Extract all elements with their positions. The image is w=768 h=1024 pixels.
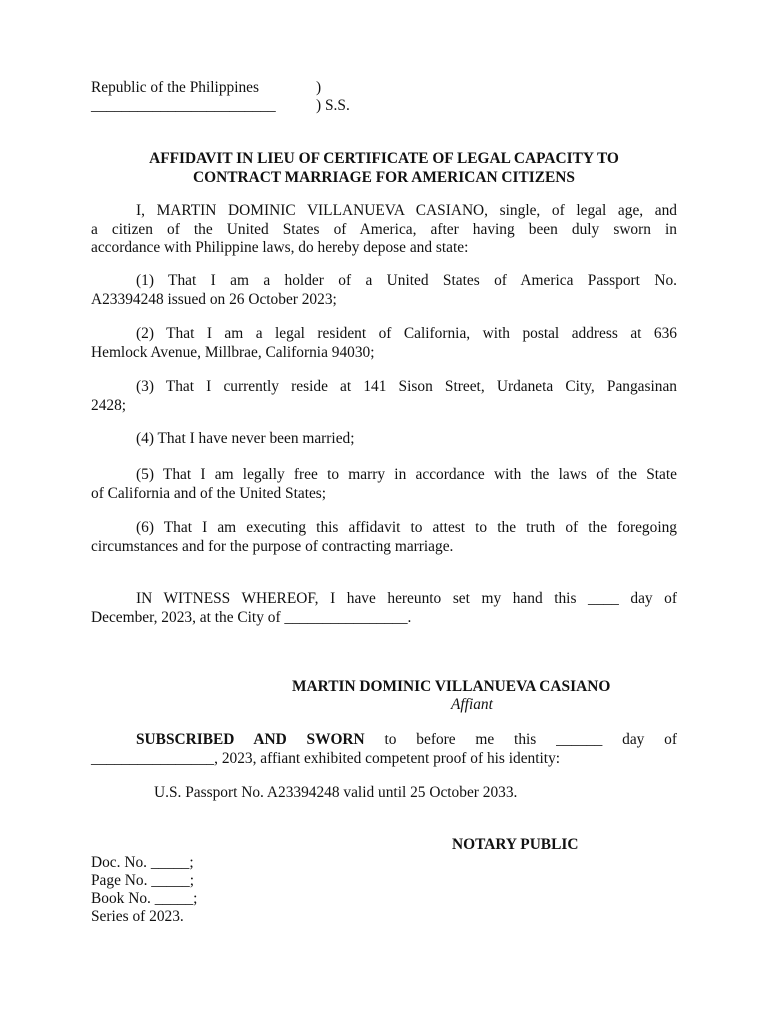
intro-line-2: a citizen of the United States of America, after having been duly sworn in: [91, 220, 677, 238]
venue-paren: ): [316, 79, 322, 96]
intro-paragraph: [91, 202, 677, 258]
statement-4-line-1: (4) That I have never been married;: [136, 430, 355, 447]
series: Series of 2023.: [91, 908, 184, 925]
witness-line-1: IN WITNESS WHEREOF, I have hereunto set my hand this ____ day of: [136, 590, 677, 607]
affiant-role: Affiant: [451, 696, 493, 713]
statement-2-line-1: (2) That I am a legal resident of California, with postal address at 636: [136, 325, 677, 342]
notarial-register: [91, 854, 197, 926]
statement-6-line-2: circumstances and for the purpose of contracting marriage.: [91, 537, 454, 555]
statement-1: [91, 272, 677, 309]
doc-no: Doc. No. _____;: [91, 854, 194, 871]
statement-1-line-2: A23394248 issued on 26 October 2023;: [91, 290, 337, 308]
passport-line: U.S. Passport No. A23394248 valid until 25 October 2033.: [154, 784, 518, 801]
jurat-bold-lead: SUBSCRIBED AND SWORN: [136, 731, 365, 748]
venue-blank-line: ________________________: [91, 97, 276, 114]
witness-line-2: December, 2023, at the City of ________________.: [91, 608, 412, 626]
title-line-1: AFFIDAVIT IN LIEU OF CERTIFICATE OF LEGAL CAPACITY TO: [149, 150, 619, 167]
document-title: [91, 149, 677, 187]
statement-3: [91, 378, 677, 415]
statement-4: [91, 430, 677, 449]
statement-2: [91, 325, 677, 362]
statement-6-line-1: (6) That I am executing this affidavit to attest to the truth of the foregoing: [136, 519, 677, 536]
intro-line-1: I, MARTIN DOMINIC VILLANUEVA CASIANO, single, of legal age, and: [136, 202, 677, 219]
statement-5-line-2: of California and of the United States;: [91, 484, 327, 502]
venue-ss: ) S.S.: [316, 97, 350, 114]
witness-paragraph: [91, 590, 677, 627]
jurat-line-1: [91, 731, 677, 750]
statement-1-line-1: (1) That I am a holder of a United States of America Passport No.: [136, 272, 677, 289]
book-no: Book No. _____;: [91, 890, 198, 907]
affiant-name: MARTIN DOMINIC VILLANUEVA CASIANO: [292, 678, 611, 695]
title-line-2: CONTRACT MARRIAGE FOR AMERICAN CITIZENS: [193, 169, 575, 186]
statement-2-line-2: Hemlock Avenue, Millbrae, California 94030;: [91, 343, 375, 361]
statement-5: [91, 466, 677, 503]
jurat-line-1-rest: to before me this ______ day of: [364, 731, 677, 748]
jurat-line-2: ________________, 2023, affiant exhibited competent proof of his identity:: [91, 749, 561, 767]
intro-line-3: accordance with Philippine laws, do hereby depose and state:: [91, 239, 469, 256]
jurat-paragraph: [91, 731, 677, 768]
statement-3-line-2: 2428;: [91, 396, 127, 414]
page-no: Page No. _____;: [91, 872, 195, 889]
statement-3-line-1: (3) That I currently reside at 141 Sison Street, Urdaneta City, Pangasinan: [136, 378, 677, 395]
statement-6: [91, 519, 677, 556]
notary-public-label: NOTARY PUBLIC: [452, 836, 579, 853]
venue-country: Republic of the Philippines: [91, 79, 259, 96]
statement-5-line-1: (5) That I am legally free to marry in accordance with the laws of the State: [136, 466, 677, 483]
